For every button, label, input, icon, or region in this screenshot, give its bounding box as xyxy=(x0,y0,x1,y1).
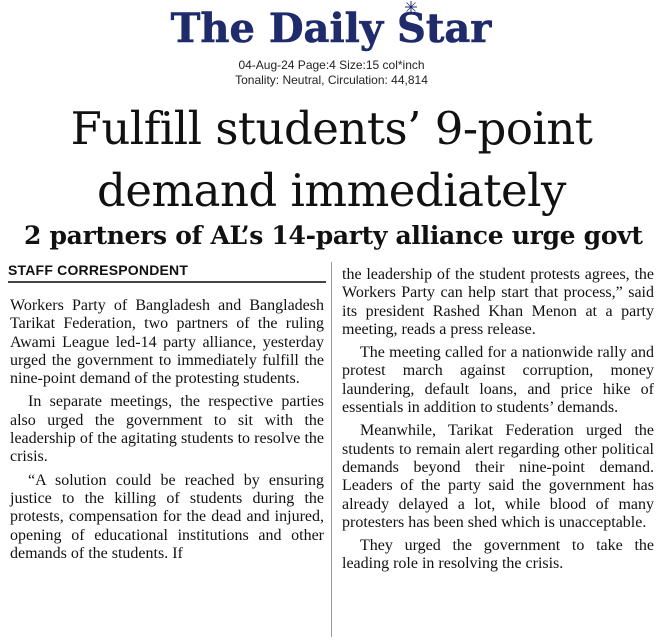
paragraph: “A solution could be reached by ensuring justice to the killing of students during the protests, compensation for the dead and injured, opening of educational institutions and other demands of the students. If xyxy=(10,471,324,562)
article-column-right xyxy=(342,266,654,579)
paragraph: the leadership of the student protests agrees, the Workers Party can help start that process,” said its president Rashed Khan Menon at a party meeting, reads a press release. xyxy=(342,266,654,338)
paragraph: In separate meetings, the respective parties also urged the government to sit with the leadership of the agitating students to resolve the crisis. xyxy=(10,393,324,466)
daily-star-logo xyxy=(0,0,663,52)
clip-info-tonality: Tonality: Neutral, Circulation: 44,814 xyxy=(235,73,428,87)
headline-line-2: demand immediately xyxy=(97,164,566,217)
paragraph: They urged the government to take the leading role in resolving the crisis. xyxy=(342,537,654,573)
paragraph: Meanwhile, Tarikat Federation urged the students to remain alert regarding other political demands beyond their nine-point demand. Leaders of the party said the government has already delayed a lot, while blood of many protesters has been shed which is unacceptable. xyxy=(342,422,654,531)
subheadline: 2 partners of AL’s 14-party alliance urge govt xyxy=(24,221,643,250)
clip-info-date-size: 04-Aug-24 Page:4 Size:15 col*inch xyxy=(238,58,425,72)
masthead xyxy=(0,0,663,52)
article-column-left xyxy=(10,297,324,568)
headline-line-1: Fulfill students’ 9-point xyxy=(70,102,593,155)
paragraph: Workers Party of Bangladesh and Bangladesh Tarikat Federation, two partners of the ruling Awami League led-14 party alliance, yesterday urged the government to immediately fulfill the nine-point demand of the protesting students. xyxy=(10,297,324,388)
column-divider xyxy=(331,262,332,637)
logo-wordmark: The Daily Star xyxy=(170,5,492,52)
byline-rule xyxy=(8,281,326,283)
paragraph: The meeting called for a nationwide rally and protest march against corruption, money laundering, default loans, and price hike of essentials in addition to students’ demands. xyxy=(342,344,654,417)
byline: STAFF CORRESPONDENT xyxy=(8,262,189,278)
star-burst-icon xyxy=(405,1,417,13)
